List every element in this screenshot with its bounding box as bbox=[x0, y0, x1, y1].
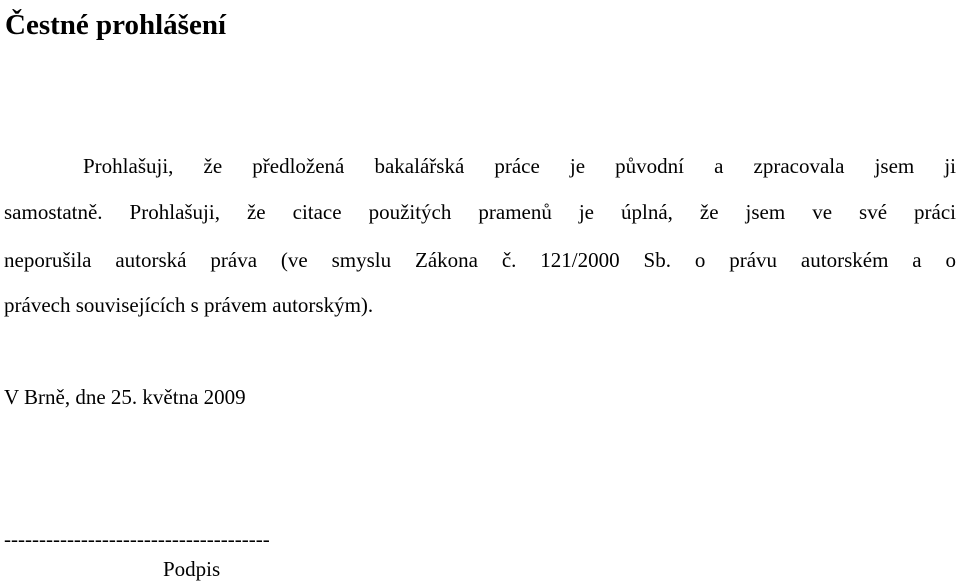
paragraph-line-1: Prohlašuji, že předložená bakalářská práce je původní a zpracovala jsem ji bbox=[83, 154, 956, 178]
place-and-date: V Brně, dne 25. května 2009 bbox=[4, 385, 246, 409]
paragraph-line-3: neporušila autorská práva (ve smyslu Zákona č. 121/2000 Sb. o právu autorském a o bbox=[4, 248, 956, 272]
paragraph-line-4: právech souvisejících s právem autorským). bbox=[4, 293, 374, 317]
paragraph-line-2: samostatně. Prohlašuji, že citace použitých pramenů je úplná, že jsem ve své práci bbox=[4, 200, 956, 224]
page-title: Čestné prohlášení bbox=[5, 9, 227, 41]
signature-label: Podpis bbox=[163, 557, 221, 581]
signature-line: -------------------------------------- bbox=[4, 527, 270, 551]
